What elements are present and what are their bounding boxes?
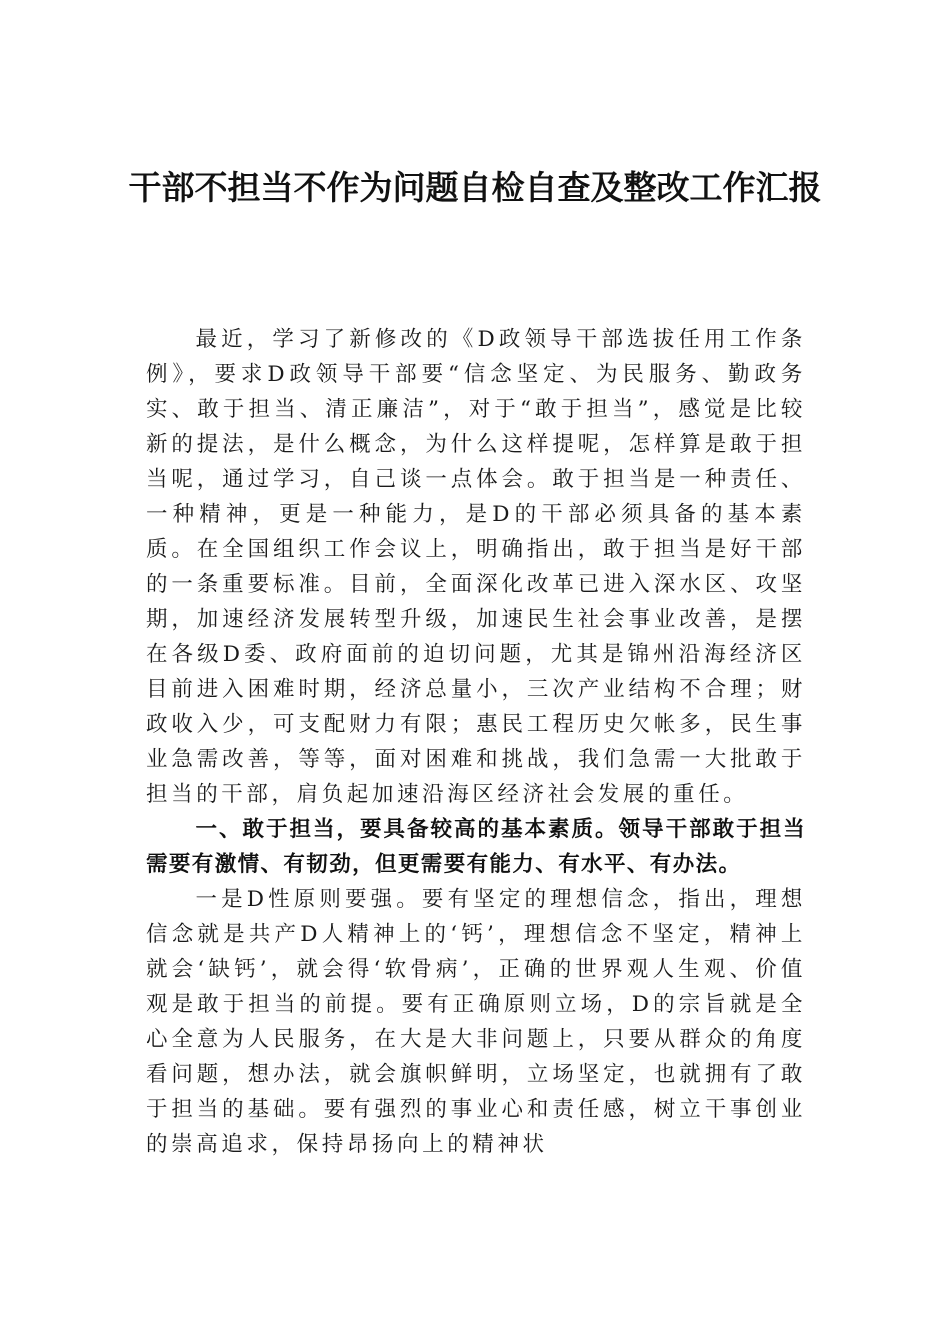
section-heading-paragraph: 一、敢于担当，要具备较高的基本素质。领导干部敢于担当需要有激情、有韧劲，但更需要有能力、有水平、有办法。: [146, 817, 806, 877]
intro-paragraph: 最近，学习了新修改的《D政领导干部选拔任用工作条例》，要求D政领导干部要“信念坚定、为民服务、勤政务实、敢于担当、清正廉洁”，对于“敢于担当”，感觉是比较新的提法，是什么概念，为什么这样提呢，怎样算是敢于担当呢，通过学习，自己谈一点体会。敢于担当是一种责任、一种精神，更是一种能力，是D的干部必须具备的基本素质。在全国组织工作会议上，明确指出，敢于担当是好干部的一条重要标准。目前，全面深化改革已进入深水区、攻坚期，加速经济发展转型升级，加速民生社会事业改善，是摆在各级D委、政府面前的迫切问题，尤其是锦州沿海经济区目前进入困难时期，经济总量小，三次产业结构不合理；财政收入少，可支配财力有限；惠民工程历史欠帐多，民生事业急需改善，等等，面对困难和挑战，我们急需一大批敢于担当的干部，肩负起加速沿海区经济社会发展的重任。: [146, 327, 806, 807]
document-title: 干部不担当不作为问题自检自查及整改工作汇报: [128, 168, 822, 207]
document-body: [146, 322, 806, 1162]
body-paragraph: 一是D性原则要强。要有坚定的理想信念，指出，理想信念就是共产D人精神上的‘钙’，理想信念不坚定，精神上就会‘缺钙’，就会得‘软骨病’，正确的世界观人生观、价值观是敢于担当的前提。要有正确原则立场，D的宗旨就是全心全意为人民服务，在大是大非问题上，只要从群众的角度看问题，想办法，就会旗帜鲜明，立场坚定，也就拥有了敢于担当的基础。要有强烈的事业心和责任感，树立干事创业的崇高追求，保持昂扬向上的精神状: [146, 887, 806, 1157]
